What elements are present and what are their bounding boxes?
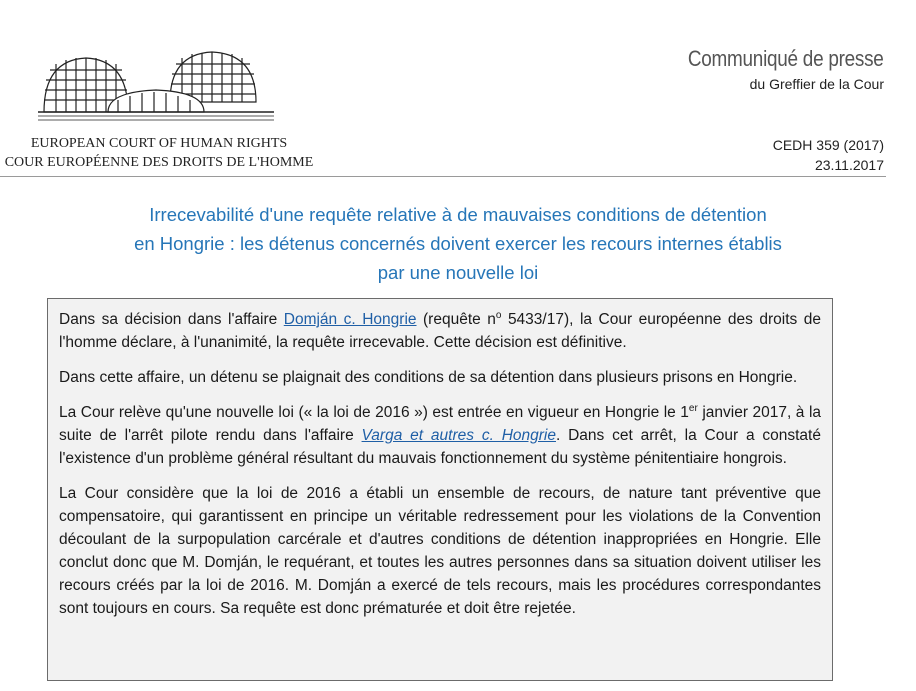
press-subtitle: du Greffier de la Cour [749, 76, 884, 92]
org-name-fr: COUR EUROPÉENNE DES DROITS DE L'HOMME [4, 155, 314, 170]
summary-box [47, 298, 833, 681]
p3-text-middle: janvier 2017, à la suite de l'arrêt pilote rendu dans l'affaire [59, 404, 822, 444]
headline [40, 200, 876, 287]
headline-line-3: par une nouvelle loi [377, 262, 539, 283]
press-title: Communiqué de presse [688, 46, 884, 71]
release-date: 23.11.2017 [814, 157, 884, 173]
summary-paragraph-3 [59, 401, 821, 470]
p1-text-after: (requête n [416, 311, 496, 328]
press-reference [773, 135, 884, 175]
reference-number: CEDH 359 (2017) [772, 137, 884, 153]
press-release-heading [656, 46, 884, 92]
headline-line-1: Irrecevabilité d'une requête relative à de mauvaises conditions de détention [149, 204, 767, 225]
p3-text-after: . Dans cet arrêt, la Cour a constaté l'existence d'un problème général résultant du mauvais fonctionnement du système pénitentiaire hongrois. [59, 427, 821, 467]
organisation-name [0, 134, 318, 172]
p3-text-before: La Cour relève qu'une nouvelle loi (« la loi de 2016 ») est entrée en vigueur en Hongrie le 1 [59, 404, 689, 421]
domjan-case-link[interactable]: Domján c. Hongrie [283, 311, 417, 328]
p1-superscript: o [495, 309, 502, 321]
summary-paragraph-4: La Cour considère que la loi de 2016 a établi un ensemble de recours, de nature tant préventive que compensatoire, qui garantissent en principe un véritable redressement pour les violations de la Convention découlant de la surpopulation carcérale et d'autres conditions de détention inappropriées en Hongrie. Elle conclut donc que M. Domján, le requérant, et toutes les autres personnes dans sa situation doivent utiliser les recours créés par la loi de 2016. M. Domján a exercé de tels recours, mais les procédures correspondantes sont toujours en cours. Sa requête est donc prématurée et doit être rejetée. [59, 485, 821, 617]
org-name-en: EUROPEAN COURT OF HUMAN RIGHTS [30, 136, 288, 151]
p1-text-before: Dans sa décision dans l'affaire [59, 311, 284, 328]
headline-line-2: en Hongrie : les détenus concernés doivent exercer les recours internes établis [134, 233, 782, 254]
header-divider [0, 176, 886, 177]
court-logo-icon [38, 50, 278, 135]
p3-superscript: er [688, 402, 698, 414]
summary-paragraph-1 [59, 308, 821, 354]
p1-text-end: 5433/17), la Cour européenne des droits de l'homme déclare, à l'unanimité, la requête irrecevable. Cette décision est définitive. [59, 311, 821, 351]
summary-paragraph-2: Dans cette affaire, un détenu se plaignait des conditions de sa détention dans plusieurs prisons en Hongrie. [59, 369, 798, 386]
varga-case-link[interactable]: Varga et autres c. Hongrie [361, 427, 556, 444]
